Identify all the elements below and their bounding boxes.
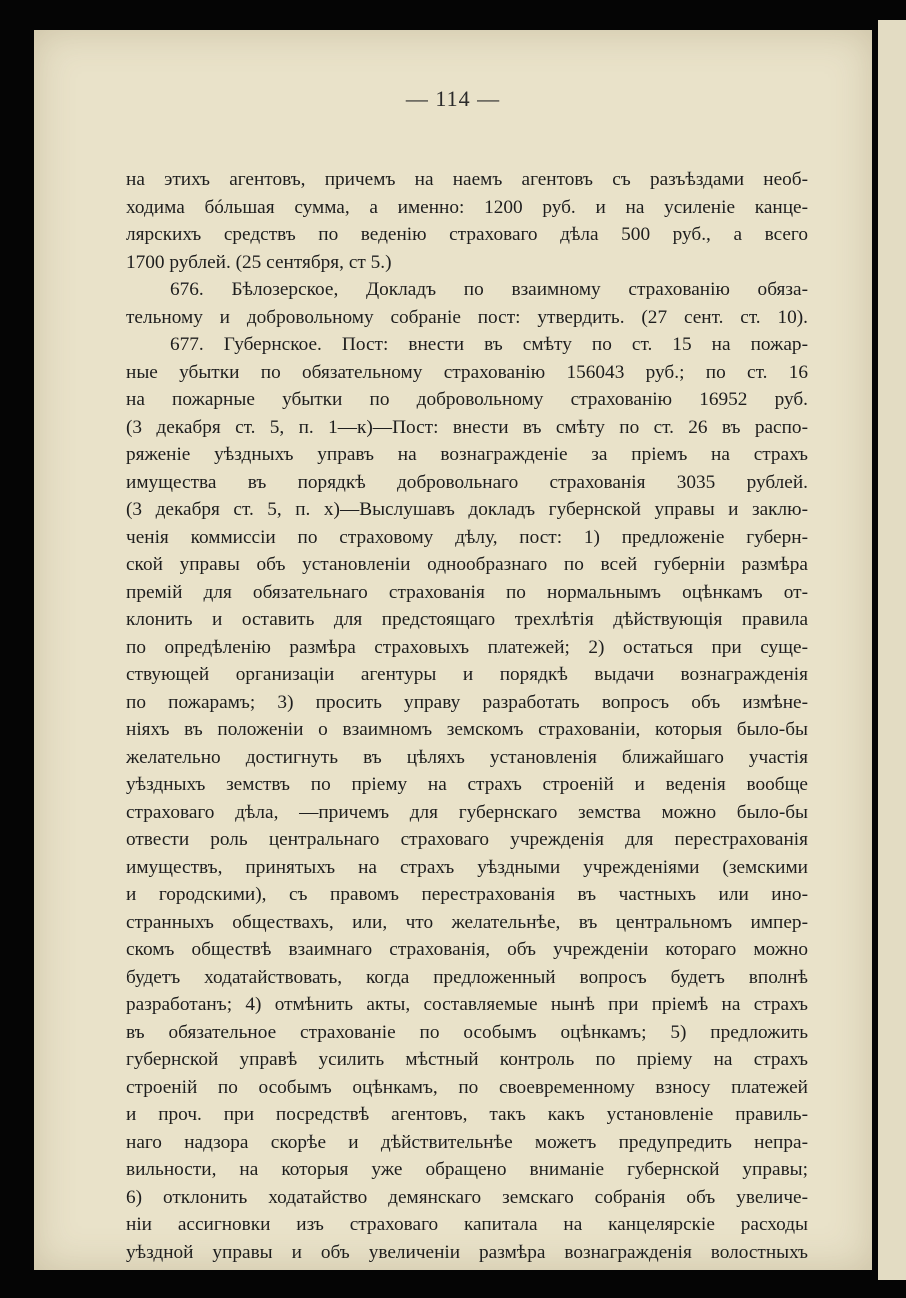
text-line: вильности, на которыя уже обращено вниманіе губернской управы; <box>126 1159 808 1180</box>
text-line: ніи ассигновки изъ страховаго капитала на канцелярскіе расходы <box>126 1214 808 1235</box>
text-line: клонить и оставить для предстоящаго трехлѣтія дѣйствующія правила <box>126 609 808 630</box>
text-line: премій для обязательнаго страхованія по нормальнымъ оцѣнкамъ от- <box>126 581 808 603</box>
text-line: ряженіе уѣздныхъ управъ на вознагражденіе за пріемъ на страхъ <box>126 444 808 465</box>
text-line: губернской управѣ усилить мѣстный контроль по пріему на страхъ <box>126 1049 808 1070</box>
text-line: 6) отклонить ходатайство демянскаго земскаго собранія объ увеличе- <box>126 1186 808 1208</box>
text-line: по опредѣленію размѣра страховыхъ платежей; 2) остаться при суще- <box>126 636 808 658</box>
text-line: ствующей организаціи агентуры и порядкѣ выдачи вознагражденія <box>126 664 808 685</box>
text-line: наго надзора скорѣе и дѣйствительнѣе можетъ предупредить непра- <box>126 1131 808 1153</box>
text-line: будетъ ходатайствовать, когда предложенный вопросъ будетъ вполнѣ <box>126 966 808 988</box>
text-line: лярскихъ средствъ по веденію страховаго дѣла 500 руб., а всего <box>126 224 808 245</box>
paragraph-677-start: 677. Губернское. Пост: внести въ смѣту по ст. 15 на пожар- <box>170 334 808 355</box>
text-line: скомъ обществѣ взаимнаго страхованія, объ учрежденіи котораго можно <box>126 939 808 960</box>
text-line: на этихъ агентовъ, причемъ на наемъ агентовъ съ разъѣздами необ- <box>126 169 808 190</box>
text-line: уѣздныхъ земствъ по пріему на страхъ строеній и веденія вообще <box>126 774 808 795</box>
text-line: и городскими), съ правомъ перестрахованія въ частныхъ или ино- <box>126 884 808 905</box>
text-line: отвести роль центральнаго страховаго учрежденія для перестрахованія <box>126 829 808 850</box>
text-line: страховаго дѣла, —причемъ для губернскаго земства можно было-бы <box>126 801 808 823</box>
text-line: ходима бóльшая сумма, а именно: 1200 руб. и на усиленіе канце- <box>126 196 808 218</box>
book-page <box>34 30 872 1270</box>
paragraph-676-start: 676. Бѣлозерское, Докладъ по взаимному страхованію обяза- <box>170 279 808 300</box>
page-number: — 114 — <box>405 86 501 111</box>
text-line: уѣздной управы и объ увеличеніи размѣра вознагражденія волостныхъ <box>126 1241 808 1263</box>
text-line: 1700 рублей. (25 сентября, ст 5.) <box>126 251 392 273</box>
body-text <box>126 166 808 1266</box>
text-line: разработанъ; 4) отмѣнить акты, составляемые нынѣ при пріемѣ на страхъ <box>126 994 808 1015</box>
text-line: ніяхъ въ положеніи о взаимномъ земскомъ страхованіи, которыя было-бы <box>126 719 808 740</box>
text-line: тельному и добровольному собраніе пост: утвердить. (27 сент. ст. 10). <box>126 306 808 328</box>
next-page-edge <box>878 20 906 1280</box>
text-line: въ обязательное страхованіе по особымъ оцѣнкамъ; 5) предложить <box>126 1021 808 1043</box>
text-line: имущества въ порядкѣ добровольнаго страхованія 3035 рублей. <box>126 471 808 493</box>
text-line: странныхъ обществахъ, или, что желательнѣе, въ центральномъ импер- <box>126 911 808 933</box>
text-line: и проч. при посредствѣ агентовъ, такъ какъ установленіе правиль- <box>126 1104 808 1125</box>
text-line: (3 декабря ст. 5, п. х)—Выслушавъ докладъ губернской управы и заклю- <box>126 499 808 520</box>
text-line: желательно достигнуть въ цѣляхъ установленія ближайшаго участія <box>126 746 808 768</box>
text-line: по пожарамъ; 3) просить управу разработать вопросъ объ измѣне- <box>126 691 808 713</box>
text-line: строеній по особымъ оцѣнкамъ, по своевременному взносу платежей <box>126 1076 808 1098</box>
text-line: ные убытки по обязательному страхованію 156043 руб.; по ст. 16 <box>126 361 808 383</box>
text-line: ской управы объ установленіи однообразнаго по всей губерніи размѣра <box>126 554 808 575</box>
text-line: на пожарные убытки по добровольному страхованію 16952 руб. <box>126 389 808 410</box>
text-line: имуществъ, принятыхъ на страхъ уѣздными учрежденіями (земскими <box>126 856 808 878</box>
text-line: (3 декабря ст. 5, п. 1—к)—Пост: внести въ смѣту по ст. 26 въ распо- <box>126 416 808 438</box>
text-line: ченія коммиссіи по страховому дѣлу, пост: 1) предложеніе губерн- <box>126 526 808 548</box>
